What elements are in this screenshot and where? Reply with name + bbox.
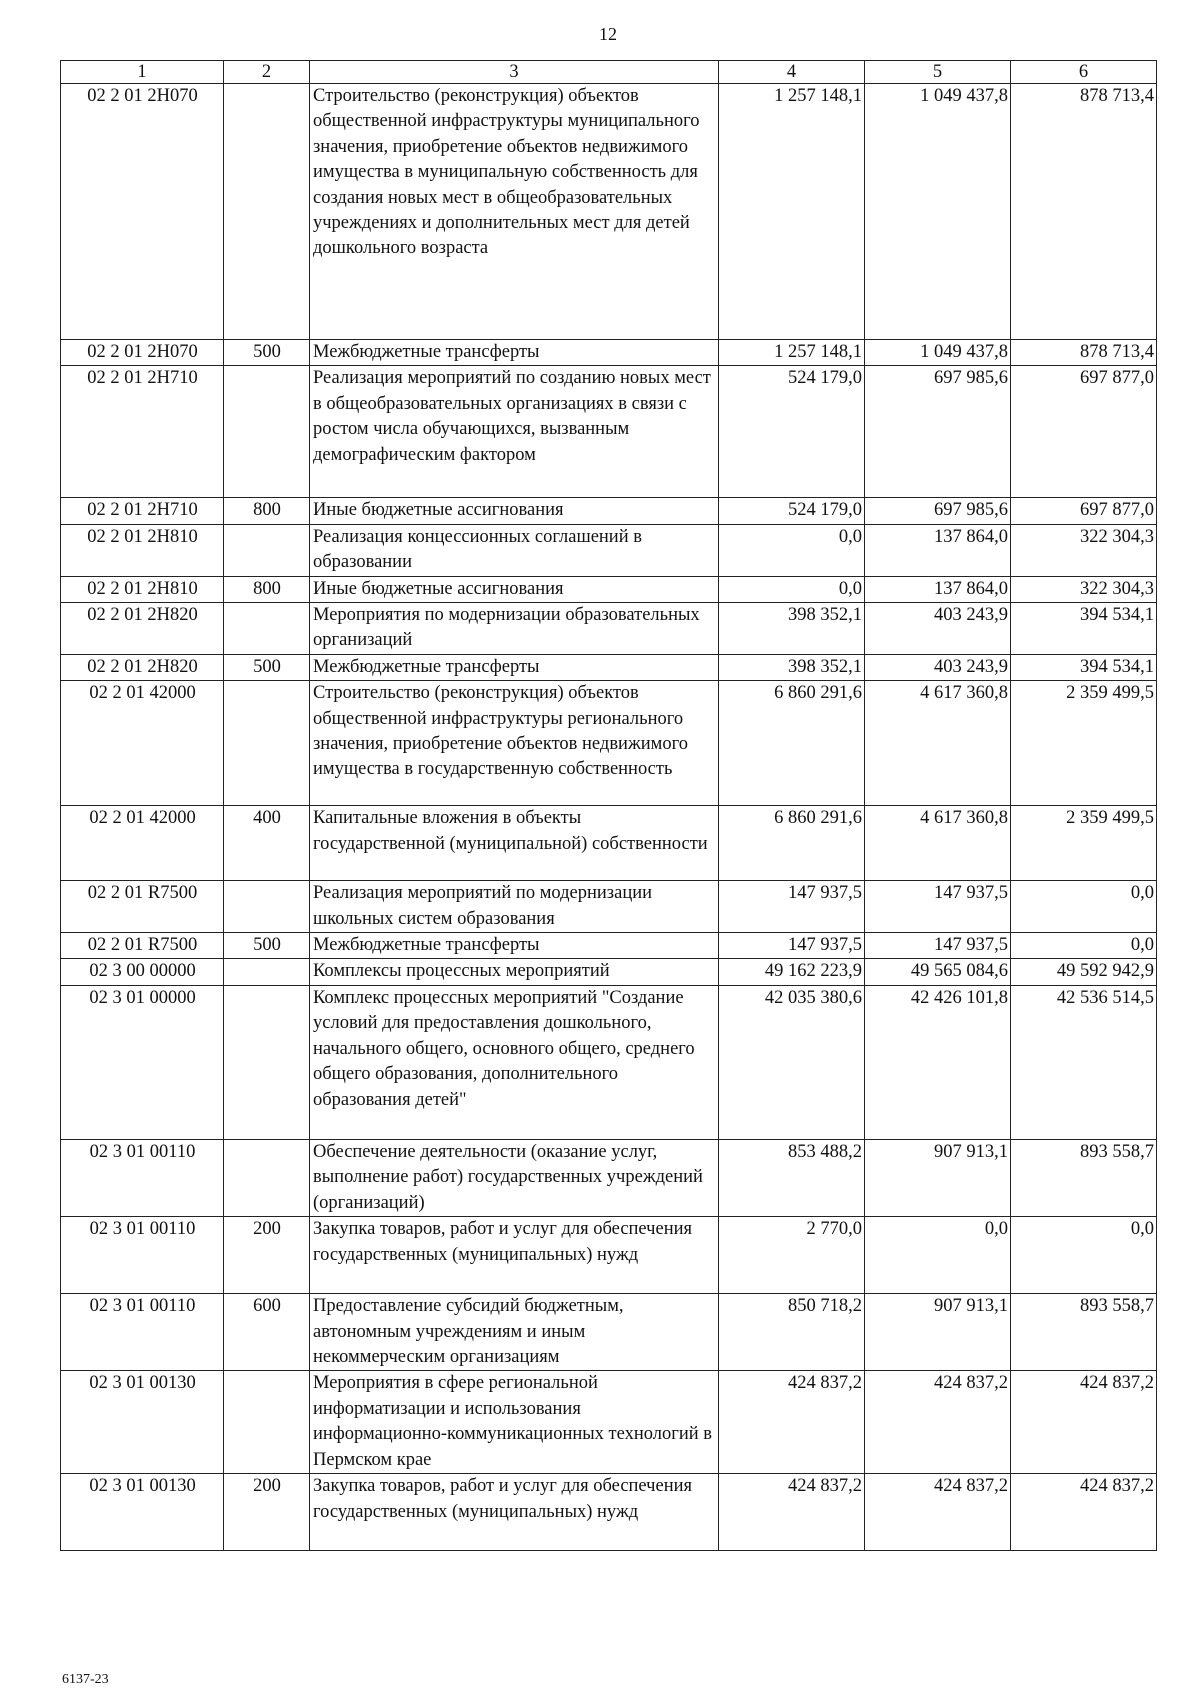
- row-expense-type: 600: [224, 1294, 310, 1371]
- row-value-year-2: 4 617 360,8: [865, 806, 1011, 881]
- header-col-2: 2: [224, 61, 310, 84]
- row-value-year-3: 697 877,0: [1011, 498, 1157, 524]
- row-value-year-1: 49 162 223,9: [719, 959, 865, 985]
- row-name: Мероприятия по модернизации образовательных организаций: [310, 603, 719, 655]
- row-code: 02 2 01 R7500: [61, 933, 224, 959]
- table-row: [61, 1371, 1157, 1474]
- table-row: [61, 366, 1157, 498]
- row-code: 02 2 01 2Н810: [61, 576, 224, 602]
- row-value-year-1: 398 352,1: [719, 603, 865, 655]
- header-col-5: 5: [865, 61, 1011, 84]
- row-code: 02 2 01 2Н070: [61, 84, 224, 340]
- row-code: 02 2 01 2Н070: [61, 340, 224, 366]
- row-value-year-3: 878 713,4: [1011, 340, 1157, 366]
- header-col-1: 1: [61, 61, 224, 84]
- row-name: Закупка товаров, работ и услуг для обеспечения государственных (муниципальных) нужд: [310, 1474, 719, 1551]
- row-value-year-3: 424 837,2: [1011, 1474, 1157, 1551]
- row-value-year-1: 424 837,2: [719, 1474, 865, 1551]
- row-name: Предоставление субсидий бюджетным, автономным учреждениям и иным некоммерческим организациям: [310, 1294, 719, 1371]
- row-value-year-2: 1 049 437,8: [865, 340, 1011, 366]
- table-row: [61, 1294, 1157, 1371]
- row-value-year-3: 893 558,7: [1011, 1294, 1157, 1371]
- table-row: [61, 340, 1157, 366]
- row-value-year-2: 42 426 101,8: [865, 985, 1011, 1139]
- row-name: Межбюджетные трансферты: [310, 654, 719, 680]
- header-col-6: 6: [1011, 61, 1157, 84]
- row-value-year-2: 147 937,5: [865, 881, 1011, 933]
- row-expense-type: 400: [224, 806, 310, 881]
- row-expense-type: 200: [224, 1474, 310, 1551]
- row-expense-type: [224, 881, 310, 933]
- row-value-year-1: 1 257 148,1: [719, 340, 865, 366]
- row-name: Капитальные вложения в объекты государственной (муниципальной) собственности: [310, 806, 719, 881]
- table-row: [61, 959, 1157, 985]
- row-name: Реализация концессионных соглашений в образовании: [310, 524, 719, 576]
- footer-code: 6137-23: [62, 1672, 109, 1687]
- table-row: [61, 1217, 1157, 1294]
- row-value-year-2: 907 913,1: [865, 1294, 1011, 1371]
- row-code: 02 2 01 42000: [61, 806, 224, 881]
- row-value-year-2: 147 937,5: [865, 933, 1011, 959]
- row-value-year-3: 893 558,7: [1011, 1139, 1157, 1216]
- row-value-year-2: 403 243,9: [865, 603, 1011, 655]
- row-name: Обеспечение деятельности (оказание услуг, выполнение работ) государственных учреждений (организаций): [310, 1139, 719, 1216]
- row-name: Иные бюджетные ассигнования: [310, 498, 719, 524]
- header-col-4: 4: [719, 61, 865, 84]
- table-row: [61, 654, 1157, 680]
- row-name: Реализация мероприятий по модернизации школьных систем образования: [310, 881, 719, 933]
- row-value-year-2: 4 617 360,8: [865, 681, 1011, 806]
- table-row: [61, 576, 1157, 602]
- table-row: [61, 84, 1157, 340]
- row-name: Закупка товаров, работ и услуг для обеспечения государственных (муниципальных) нужд: [310, 1217, 719, 1294]
- row-name: Комплексы процессных мероприятий: [310, 959, 719, 985]
- row-value-year-2: 403 243,9: [865, 654, 1011, 680]
- header-row: [61, 61, 1157, 84]
- row-value-year-3: 878 713,4: [1011, 84, 1157, 340]
- row-expense-type: [224, 524, 310, 576]
- row-value-year-2: 907 913,1: [865, 1139, 1011, 1216]
- row-code: 02 2 01 2Н810: [61, 524, 224, 576]
- row-code: 02 2 01 2Н710: [61, 498, 224, 524]
- row-value-year-2: 697 985,6: [865, 498, 1011, 524]
- row-value-year-2: 49 565 084,6: [865, 959, 1011, 985]
- row-value-year-3: 322 304,3: [1011, 524, 1157, 576]
- row-code: 02 2 01 42000: [61, 681, 224, 806]
- row-expense-type: 500: [224, 340, 310, 366]
- row-value-year-1: 147 937,5: [719, 881, 865, 933]
- row-value-year-1: 0,0: [719, 576, 865, 602]
- row-code: 02 2 01 R7500: [61, 881, 224, 933]
- row-expense-type: 500: [224, 933, 310, 959]
- row-expense-type: 500: [224, 654, 310, 680]
- row-value-year-2: 697 985,6: [865, 366, 1011, 498]
- table-row: [61, 933, 1157, 959]
- row-expense-type: [224, 84, 310, 340]
- row-value-year-3: 394 534,1: [1011, 654, 1157, 680]
- table-row: [61, 806, 1157, 881]
- row-name: Реализация мероприятий по созданию новых мест в общеобразовательных организациях в связи с ростом числа обучающихся, вызванным демографическим фактором: [310, 366, 719, 498]
- row-value-year-1: 853 488,2: [719, 1139, 865, 1216]
- row-value-year-3: 394 534,1: [1011, 603, 1157, 655]
- row-value-year-3: 0,0: [1011, 933, 1157, 959]
- row-value-year-1: 6 860 291,6: [719, 806, 865, 881]
- row-expense-type: 800: [224, 576, 310, 602]
- row-name: Комплекс процессных мероприятий "Создание условий для предоставления дошкольного, начального общего, основного общего, среднего общего образования, дополнительного образования детей": [310, 985, 719, 1139]
- row-code: 02 3 01 00110: [61, 1139, 224, 1216]
- row-value-year-3: 2 359 499,5: [1011, 806, 1157, 881]
- row-value-year-2: 424 837,2: [865, 1371, 1011, 1474]
- row-code: 02 3 00 00000: [61, 959, 224, 985]
- table-row: [61, 498, 1157, 524]
- row-value-year-3: 322 304,3: [1011, 576, 1157, 602]
- row-value-year-1: 6 860 291,6: [719, 681, 865, 806]
- row-expense-type: [224, 985, 310, 1139]
- budget-table: [60, 60, 1157, 1551]
- row-value-year-1: 850 718,2: [719, 1294, 865, 1371]
- table-row: [61, 603, 1157, 655]
- row-name: Межбюджетные трансферты: [310, 340, 719, 366]
- row-value-year-1: 0,0: [719, 524, 865, 576]
- header-col-3: 3: [310, 61, 719, 84]
- row-value-year-3: 697 877,0: [1011, 366, 1157, 498]
- row-value-year-1: 398 352,1: [719, 654, 865, 680]
- row-value-year-2: 137 864,0: [865, 524, 1011, 576]
- row-code: 02 3 01 00000: [61, 985, 224, 1139]
- row-value-year-2: 424 837,2: [865, 1474, 1011, 1551]
- row-value-year-3: 424 837,2: [1011, 1371, 1157, 1474]
- row-name: Иные бюджетные ассигнования: [310, 576, 719, 602]
- row-expense-type: [224, 959, 310, 985]
- row-value-year-3: 42 536 514,5: [1011, 985, 1157, 1139]
- row-expense-type: [224, 1371, 310, 1474]
- row-expense-type: [224, 681, 310, 806]
- table-row: [61, 1139, 1157, 1216]
- row-code: 02 2 01 2Н710: [61, 366, 224, 498]
- row-value-year-1: 147 937,5: [719, 933, 865, 959]
- row-value-year-3: 0,0: [1011, 1217, 1157, 1294]
- row-code: 02 3 01 00110: [61, 1294, 224, 1371]
- row-value-year-2: 1 049 437,8: [865, 84, 1011, 340]
- row-expense-type: [224, 603, 310, 655]
- row-expense-type: 200: [224, 1217, 310, 1294]
- row-name: Строительство (реконструкция) объектов общественной инфраструктуры регионального значения, приобретение объектов недвижимого имущества в государственную собственность: [310, 681, 719, 806]
- table-row: [61, 881, 1157, 933]
- row-value-year-3: 2 359 499,5: [1011, 681, 1157, 806]
- table-row: [61, 1474, 1157, 1551]
- row-value-year-1: 524 179,0: [719, 366, 865, 498]
- row-expense-type: [224, 1139, 310, 1216]
- row-code: 02 3 01 00130: [61, 1371, 224, 1474]
- row-expense-type: [224, 366, 310, 498]
- row-code: 02 2 01 2Н820: [61, 654, 224, 680]
- row-value-year-3: 0,0: [1011, 881, 1157, 933]
- page-number: 12: [599, 24, 617, 44]
- row-code: 02 2 01 2Н820: [61, 603, 224, 655]
- row-value-year-1: 1 257 148,1: [719, 84, 865, 340]
- row-value-year-2: 0,0: [865, 1217, 1011, 1294]
- row-code: 02 3 01 00130: [61, 1474, 224, 1551]
- row-value-year-3: 49 592 942,9: [1011, 959, 1157, 985]
- row-value-year-1: 42 035 380,6: [719, 985, 865, 1139]
- row-code: 02 3 01 00110: [61, 1217, 224, 1294]
- row-name: Строительство (реконструкция) объектов общественной инфраструктуры муниципального значения, приобретение объектов недвижимого имущества в муниципальную собственность для создания новых мест в общеобразовательных учреждениях и дополнительных мест для детей дошкольного возраста: [310, 84, 719, 340]
- row-name: Межбюджетные трансферты: [310, 933, 719, 959]
- row-value-year-1: 2 770,0: [719, 1217, 865, 1294]
- row-expense-type: 800: [224, 498, 310, 524]
- row-value-year-2: 137 864,0: [865, 576, 1011, 602]
- table-row: [61, 681, 1157, 806]
- row-value-year-1: 424 837,2: [719, 1371, 865, 1474]
- table-row: [61, 985, 1157, 1139]
- row-value-year-1: 524 179,0: [719, 498, 865, 524]
- row-name: Мероприятия в сфере региональной информатизации и использования информационно-коммуникационных технологий в Пермском крае: [310, 1371, 719, 1474]
- table-row: [61, 524, 1157, 576]
